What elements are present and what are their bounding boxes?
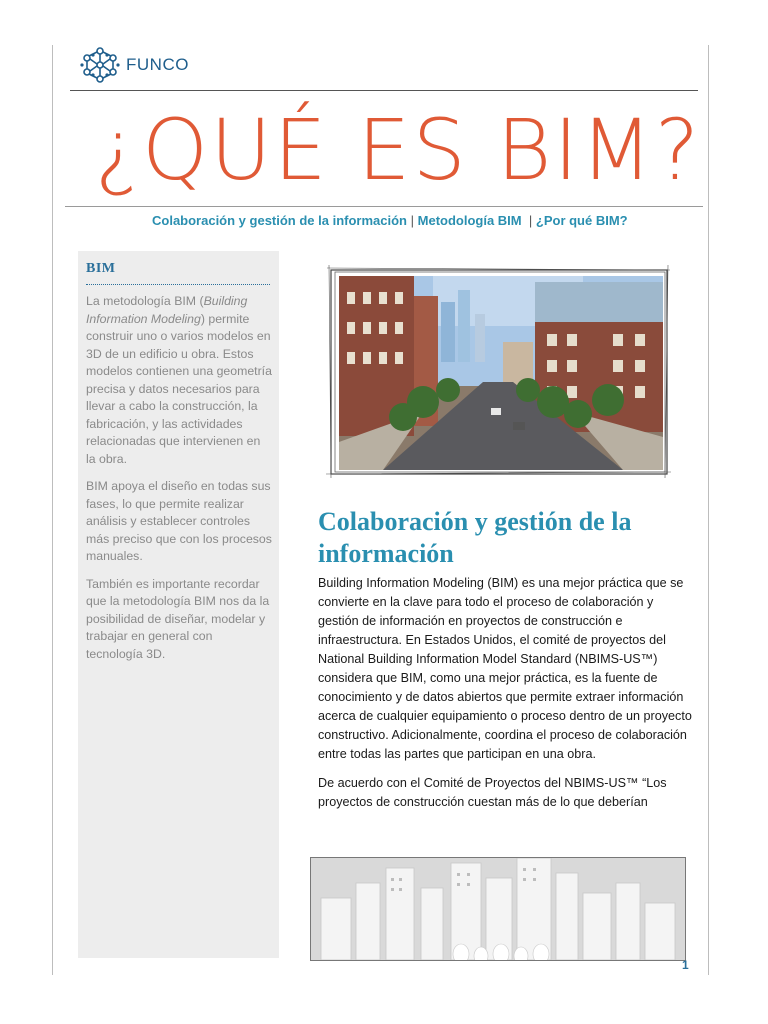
sidebar-paragraph: BIM apoya el diseño en todas sus fases, lo que permite realizar análisis y establecer controles más preciso que con los procesos manuales. [86, 479, 272, 563]
sidebar-text-run: La metodología BIM ( [86, 294, 204, 308]
sidebar-paragraph: También es importante recordar que la metodología BIM nos da la posibilidad de diseñar, modelar y trabajar en general con tecnología 3D. [86, 576, 270, 661]
page-border-left [52, 45, 53, 975]
network-logo-icon [78, 43, 122, 87]
page-title-text: ¿QUÉ ES BIM? [95, 101, 702, 199]
article-paragraph: Building Information Modeling (BIM) es una mejor práctica que se convierte en la clave para todo el proceso de colaboración y gestión de información en proyectos de construcción e infraestructura. En Estados Unidos, el comité de proyectos del National Building Information Model Standard (NBIMS-US™) considera que BIM, como una mejor práctica, es la fuente de conocimiento y de datos abiertos que permite extraer información acerca de cualquier equipamiento o proceso dentro de un proyecto constructivo. Adicionalmente, coordina el proceso de colaboración entre todas las partes que participan en una obra. [318, 576, 692, 761]
header-rule [70, 90, 698, 91]
page-number: 1 [682, 958, 689, 972]
sidebar [78, 251, 279, 958]
sidebar-text-italic: Building Information Modeling [86, 294, 248, 326]
sidebar-heading: BIM [86, 261, 116, 276]
sidebar-text [86, 293, 272, 673]
street-photo [323, 262, 674, 480]
paper-buildings-illustration [311, 858, 685, 960]
nav-separator: | [528, 213, 533, 228]
sidebar-paragraph [86, 293, 272, 468]
page-title [95, 100, 715, 200]
article-body [318, 574, 693, 822]
sidebar-divider [86, 284, 270, 285]
funco-logo [78, 43, 189, 87]
nav-item-colaboracion[interactable]: Colaboración y gestión de la información [152, 213, 407, 228]
nav-separator: | [410, 213, 415, 228]
nav-item-por-que-bim[interactable]: ¿Por qué BIM? [535, 213, 628, 228]
title-rule [65, 206, 703, 207]
section-nav [152, 213, 628, 228]
article-headline: Colaboración y gestión de la información [318, 507, 632, 568]
sidebar-text-run: ) permite construir uno o varios modelos en 3D de un edificio u obra. Estos modelos contienen una geometría precisa y datos necesarios para llevar a cabo la construcción, la fabricación, y las actividades relacionadas que intervienen en la obra. [86, 311, 272, 466]
paper-city-image [310, 857, 686, 961]
nav-item-metodologia[interactable]: Metodología BIM [417, 213, 522, 228]
logo-text: FUNCO [126, 55, 189, 74]
article-paragraph: De acuerdo con el Comité de Proyectos del NBIMS-US™ “Los proyectos de construcción cuestan más de lo que deberían [318, 776, 667, 809]
